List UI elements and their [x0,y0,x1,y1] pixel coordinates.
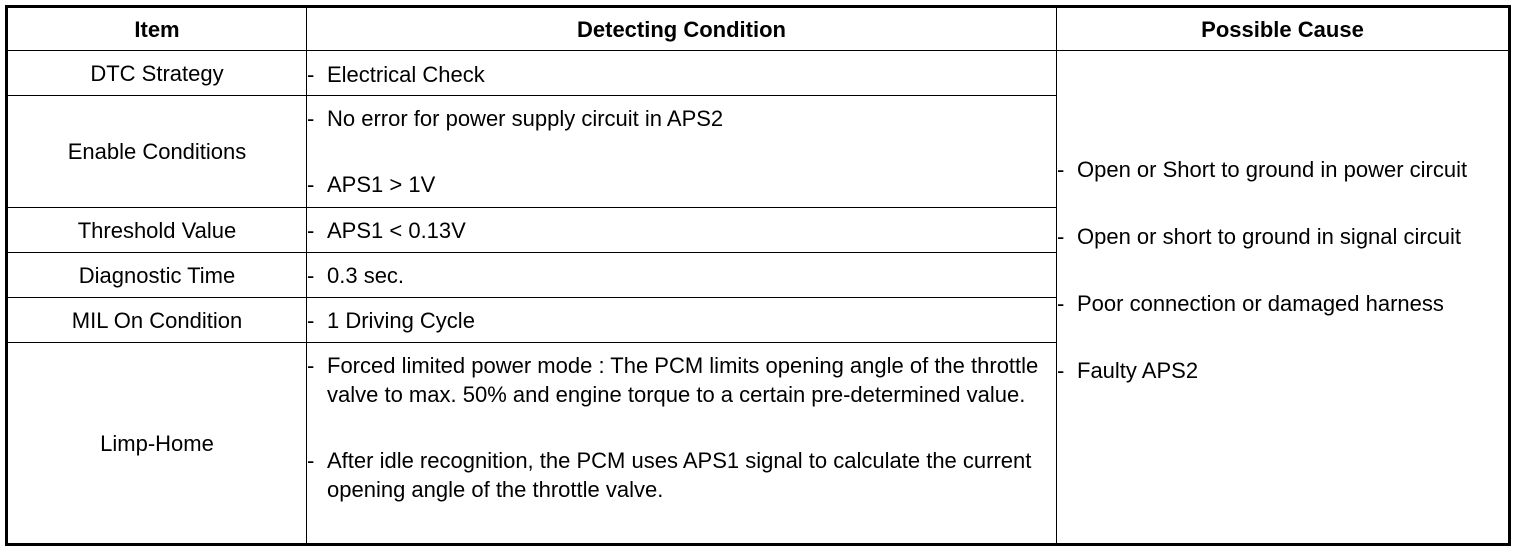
cause-item [1057,155,1508,184]
bullet-dash: - [1057,291,1065,316]
item-cell: Diagnostic Time [7,253,307,298]
header-detecting-condition: Detecting Condition [307,7,1057,51]
condition-cell [307,253,1057,298]
item-cell: MIL On Condition [7,298,307,343]
bullet-dash: - [307,262,315,288]
condition-line [307,216,1056,245]
condition-line [307,306,1056,335]
cause-item [1057,289,1508,318]
item-cell: Limp-Home [7,343,307,545]
bullet-dash: - [307,353,315,378]
bullet-dash: - [307,307,315,333]
condition-line [307,261,1056,290]
item-cell: DTC Strategy [7,51,307,96]
condition-cell [307,298,1057,343]
item-cell: Enable Conditions [7,96,307,208]
condition-line [307,351,1056,409]
condition-cell [307,96,1057,208]
cause-item [1057,222,1508,251]
condition-cell [307,343,1057,545]
bullet-dash: - [307,217,315,243]
bullet-dash: - [307,448,315,473]
condition-cell [307,51,1057,96]
condition-line [307,170,1056,199]
bullet-dash: - [307,62,315,87]
bullet-dash: - [1057,224,1065,249]
cause-text: Open or short to ground in signal circuit [1077,224,1461,249]
possible-cause-cell [1057,51,1510,545]
cause-text: Open or Short to ground in power circuit [1077,157,1468,182]
condition-line [307,446,1056,504]
table-header-row [7,7,1510,51]
bullet-dash: - [307,106,315,131]
condition-line [307,104,1056,133]
cause-text: Poor connection or damaged harness [1077,291,1444,316]
condition-text: Electrical Check [327,62,485,87]
header-item: Item [7,7,307,51]
condition-text: APS1 > 1V [327,172,436,197]
table-row [7,51,1510,96]
condition-text: Forced limited power mode : The PCM limits opening angle of the throttle valve to max. 50% and engine torque to a certain pre-determined value. [327,353,1039,407]
condition-cell [307,208,1057,253]
condition-text: 1 Driving Cycle [327,307,475,333]
bullet-dash: - [1057,358,1065,383]
cause-item [1057,356,1508,385]
item-cell: Threshold Value [7,208,307,253]
header-possible-cause: Possible Cause [1057,7,1510,51]
condition-line [307,60,1056,89]
condition-text: APS1 < 0.13V [327,217,466,243]
bullet-dash: - [1057,157,1065,182]
condition-text: No error for power supply circuit in APS2 [327,106,724,131]
bullet-dash: - [307,172,315,197]
cause-text: Faulty APS2 [1077,358,1199,383]
diagnostic-table [5,5,1511,546]
condition-text: 0.3 sec. [327,262,405,288]
condition-text: After idle recognition, the PCM uses APS1 signal to calculate the current opening angle of the throttle valve. [327,448,1032,502]
